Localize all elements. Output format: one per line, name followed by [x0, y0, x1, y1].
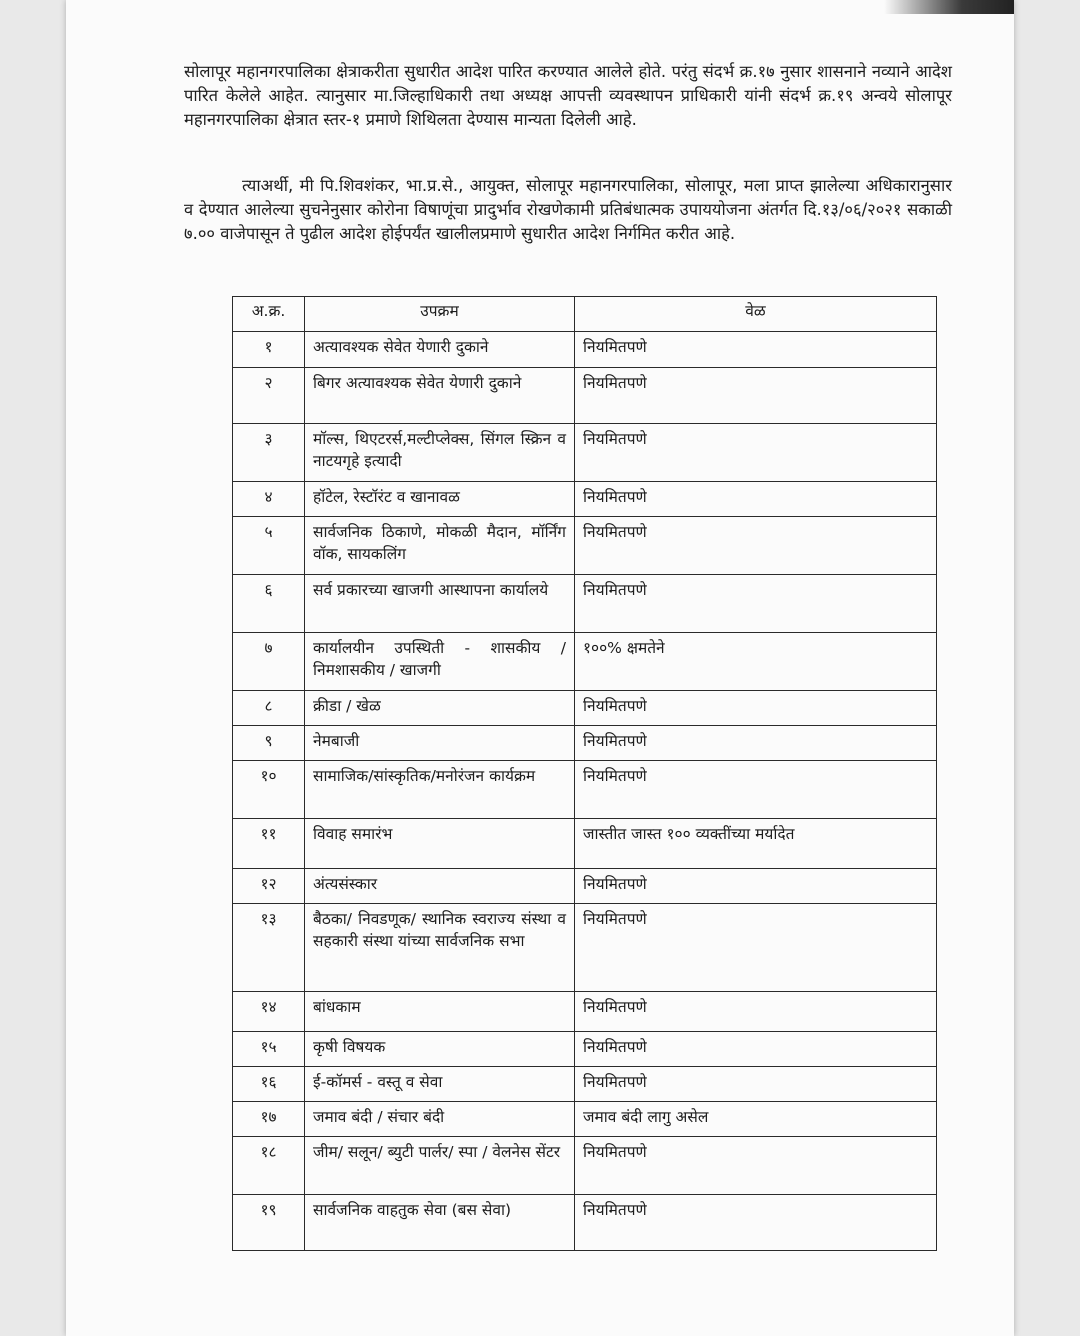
row-time: जमाव बंदी लागु असेल — [575, 1102, 937, 1137]
row-serial-no: ५ — [233, 517, 305, 575]
row-serial-no: ११ — [233, 819, 305, 869]
table-row — [233, 691, 937, 726]
row-time: नियमितपणे — [575, 1195, 937, 1251]
table-header-row — [233, 297, 937, 332]
row-serial-no: १ — [233, 332, 305, 368]
row-time: नियमितपणे — [575, 368, 937, 424]
row-activity: अत्यावश्यक सेवेत येणारी दुकाने — [305, 332, 575, 368]
table-row — [233, 368, 937, 424]
row-serial-no: १४ — [233, 992, 305, 1032]
row-activity: सार्वजनिक वाहतुक सेवा (बस सेवा) — [305, 1195, 575, 1251]
table-row — [233, 869, 937, 904]
row-activity: बिगर अत्यावश्यक सेवेत येणारी दुकाने — [305, 368, 575, 424]
table-row — [233, 761, 937, 819]
row-serial-no: १३ — [233, 904, 305, 992]
row-serial-no: १८ — [233, 1137, 305, 1195]
row-serial-no: १५ — [233, 1032, 305, 1067]
row-serial-no: २ — [233, 368, 305, 424]
row-serial-no: ६ — [233, 575, 305, 633]
row-serial-no: ९ — [233, 726, 305, 761]
row-serial-no: १२ — [233, 869, 305, 904]
row-activity: जमाव बंदी / संचार बंदी — [305, 1102, 575, 1137]
row-activity: सार्वजनिक ठिकाणे, मोकळी मैदान, मॉर्निंग वॉक, सायकलिंग — [305, 517, 575, 575]
row-activity: बांधकाम — [305, 992, 575, 1032]
paragraph-reference: सोलापूर महानगरपालिका क्षेत्राकरीता सुधारीत आदेश पारित करण्यात आलेले होते. परंतु संदर्भ क्र.१७ नुसार शासनाने नव्याने आदेश पारित केलेले आहेत. त्यानुसार मा.जिल्हाधिकारी तथा अध्यक्ष आपत्ती व्यवस्थापन प्राधिकारी यांनी संदर्भ क्र.१९ अन्वये सोलापूर महानगरपालिका क्षेत्रात स्तर-१ प्रमाणे शिथिलता देण्यास मान्यता दिलेली आहे. — [184, 62, 952, 129]
table-row — [233, 1137, 937, 1195]
row-serial-no: ७ — [233, 633, 305, 691]
row-serial-no: ४ — [233, 482, 305, 517]
row-time: नियमितपणे — [575, 332, 937, 368]
table-row — [233, 726, 937, 761]
row-time: नियमितपणे — [575, 869, 937, 904]
row-time: नियमितपणे — [575, 482, 937, 517]
row-time: नियमितपणे — [575, 761, 937, 819]
row-time: नियमितपणे — [575, 1032, 937, 1067]
row-time: नियमितपणे — [575, 424, 937, 482]
row-activity: क्रीडा / खेळ — [305, 691, 575, 726]
table-row — [233, 633, 937, 691]
row-time: जास्तीत जास्त १०० व्यक्तींच्या मर्यादेत — [575, 819, 937, 869]
row-activity: अंत्यसंस्कार — [305, 869, 575, 904]
row-serial-no: १६ — [233, 1067, 305, 1102]
row-time: नियमितपणे — [575, 992, 937, 1032]
row-activity: मॉल्स, थिएटरर्स,मल्टीप्लेक्स, सिंगल स्क्रिन व नाटयगृहे इत्यादी — [305, 424, 575, 482]
row-serial-no: ३ — [233, 424, 305, 482]
row-serial-no: १९ — [233, 1195, 305, 1251]
table-row — [233, 482, 937, 517]
table-row — [233, 819, 937, 869]
row-time: नियमितपणे — [575, 1067, 937, 1102]
row-time: १००% क्षमतेने — [575, 633, 937, 691]
row-time: नियमितपणे — [575, 575, 937, 633]
row-time: नियमितपणे — [575, 691, 937, 726]
row-activity: बैठका/ निवडणूक/ स्थानिक स्वराज्य संस्था व सहकारी संस्था यांच्या सार्वजनिक सभा — [305, 904, 575, 992]
row-activity: सामाजिक/सांस्कृतिक/मनोरंजन कार्यक्रम — [305, 761, 575, 819]
table-row — [233, 1067, 937, 1102]
table-row — [233, 1032, 937, 1067]
row-time: नियमितपणे — [575, 904, 937, 992]
row-activity: कृषी विषयक — [305, 1032, 575, 1067]
row-activity: कार्यालयीन उपस्थिती - शासकीय / निमशासकीय / खाजगी — [305, 633, 575, 691]
table-row — [233, 424, 937, 482]
row-activity: ई-कॉमर्स - वस्तू व सेवा — [305, 1067, 575, 1102]
header-time: वेळ — [575, 297, 937, 332]
scan-corner-shadow — [884, 0, 1014, 14]
row-serial-no: १७ — [233, 1102, 305, 1137]
row-activity: जीम/ सलून/ ब्युटी पार्लर/ स्पा / वेलनेस सेंटर — [305, 1137, 575, 1195]
table-row — [233, 575, 937, 633]
row-serial-no: ८ — [233, 691, 305, 726]
row-time: नियमितपणे — [575, 1137, 937, 1195]
row-time: नियमितपणे — [575, 726, 937, 761]
header-serial-no: अ.क्र. — [233, 297, 305, 332]
table-row — [233, 1102, 937, 1137]
order-table — [232, 296, 937, 1251]
header-activity: उपक्रम — [305, 297, 575, 332]
row-activity: हॉटेल, रेस्टॉरंट व खानावळ — [305, 482, 575, 517]
paragraph-order: त्याअर्थी, मी पि.शिवशंकर, भा.प्र.से., आयुक्त, सोलापूर महानगरपालिका, सोलापूर, मला प्राप्त झालेल्या अधिकारानुसार व देण्यात आलेल्या सुचनेनुसार कोरोना विषाणूंचा प्रादुर्भाव रोखणेकामी प्रतिबंधात्मक उपाययोजना अंतर्गत दि.१३/०६/२०२१ सकाळी ७.०० वाजेपासून ते पुढील आदेश होईपर्यंत खालीलप्रमाणे सुधारीत आदेश निर्गमित करीत आहे. — [184, 176, 952, 243]
table-row — [233, 992, 937, 1032]
row-activity: नेमबाजी — [305, 726, 575, 761]
row-serial-no: १० — [233, 761, 305, 819]
row-activity: विवाह समारंभ — [305, 819, 575, 869]
row-activity: सर्व प्रकारच्या खाजगी आस्थापना कार्यालये — [305, 575, 575, 633]
table-row — [233, 1195, 937, 1251]
table-row — [233, 517, 937, 575]
table-row — [233, 904, 937, 992]
table-row — [233, 332, 937, 368]
row-time: नियमितपणे — [575, 517, 937, 575]
